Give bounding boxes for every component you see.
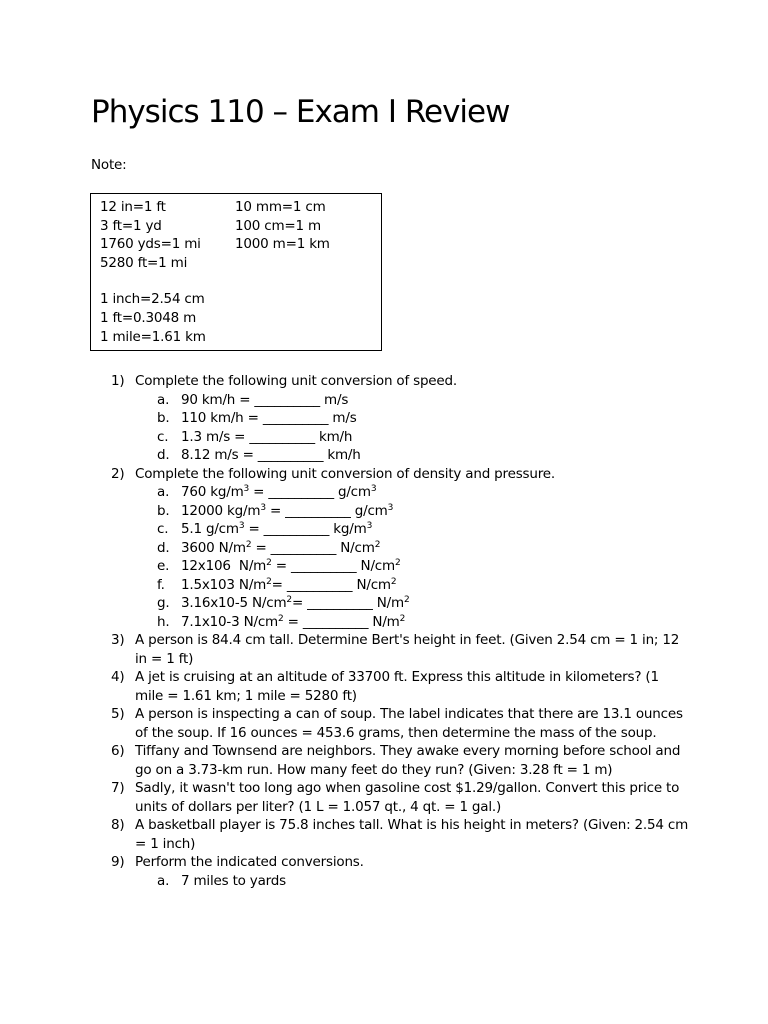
note-label: Note: bbox=[91, 157, 127, 173]
question-number: 7) bbox=[111, 780, 125, 796]
question-item bbox=[111, 742, 691, 779]
question-item bbox=[111, 465, 691, 484]
question-item bbox=[111, 631, 691, 668]
conversion-line: 1 mile=1.61 km bbox=[100, 329, 206, 345]
conversion-factors-box bbox=[90, 193, 382, 351]
sub-question-letter: b. bbox=[157, 410, 170, 426]
question-text: A person is 84.4 cm tall. Determine Bert's height in feet. (Given 2.54 cm = 1 in; 12 in = 1 ft) bbox=[135, 632, 680, 667]
sub-question-text: 1.5x103 $N/m^2=$ __________ $N/cm^2$ bbox=[181, 576, 397, 593]
sub-question-text: 1.3 m/s = __________ km/h bbox=[181, 428, 353, 445]
sub-question-text: 7 miles to yards bbox=[181, 872, 286, 889]
question-list bbox=[111, 372, 691, 890]
sub-question-letter: c. bbox=[157, 521, 169, 537]
sub-question bbox=[111, 446, 691, 465]
question-item bbox=[111, 779, 691, 816]
sub-question bbox=[111, 520, 691, 539]
sub-question bbox=[111, 594, 691, 613]
question-item bbox=[111, 705, 691, 742]
question-text: A jet is cruising at an altitude of 33700 ft. Express this altitude in kilometers? (1 mile = 1.61 km; 1 mile = 5280 ft) bbox=[135, 669, 659, 704]
sub-question-letter: d. bbox=[157, 447, 170, 463]
sub-question bbox=[111, 428, 691, 447]
sub-question-text: 760 $kg/m^3$ = __________ $g/cm^3$ bbox=[181, 484, 377, 500]
question-number: 4) bbox=[111, 669, 125, 685]
sub-question-text: 90 km/h = __________ m/s bbox=[181, 391, 349, 408]
sub-question bbox=[111, 539, 691, 558]
question-number: 6) bbox=[111, 743, 125, 759]
question-number: 8) bbox=[111, 817, 125, 833]
conversion-line: 100 cm=1 m bbox=[235, 217, 321, 234]
sub-question-letter: a. bbox=[157, 484, 170, 500]
sub-question bbox=[111, 483, 691, 502]
question-text: Complete the following unit conversion of speed. bbox=[135, 373, 457, 389]
question-number: 9) bbox=[111, 854, 125, 870]
question-number: 2) bbox=[111, 465, 125, 482]
sub-question-text: 12000 $kg/m^3$ = __________ $g/cm^3$ bbox=[181, 502, 394, 519]
sub-question-text: 5.1 $g/cm^3$ = __________ $kg/m^3$ bbox=[181, 521, 373, 537]
sub-question-text: 8.12 m/s = __________ km/h bbox=[181, 447, 361, 463]
sub-question-text: 12x106 $N/m^2$ = __________ $N/cm^2$ bbox=[181, 558, 401, 574]
question-item bbox=[111, 816, 691, 853]
sub-question-letter: a. bbox=[157, 872, 170, 889]
sub-question-letter: d. bbox=[157, 539, 170, 556]
conversion-line: 5280 ft=1 mi bbox=[100, 254, 188, 271]
sub-question bbox=[111, 613, 691, 632]
sub-question bbox=[111, 557, 691, 576]
sub-question-text: 3.16x10-5 $N/cm^2=$ __________ $N/m^2$ bbox=[181, 595, 410, 611]
sub-question-letter: a. bbox=[157, 391, 170, 408]
question-text: Tiffany and Townsend are neighbors. They awake every morning before school and go on a 3.73-km run. How many feet do they run? (Given: 3.28 ft = 1 m) bbox=[135, 743, 681, 778]
conversion-line: 10 mm=1 cm bbox=[235, 199, 326, 215]
sub-question-text: 7.1x10-3 $N/cm^2$ = __________ $N/m^2$ bbox=[181, 613, 406, 630]
sub-question-letter: h. bbox=[157, 613, 170, 630]
conversion-line: 1 inch=2.54 cm bbox=[100, 291, 205, 307]
question-item bbox=[111, 853, 691, 872]
question-text: A basketball player is 75.8 inches tall. What is his height in meters? (Given: 2.54 cm = 1 inch) bbox=[135, 817, 689, 852]
question-number: 1) bbox=[111, 373, 125, 389]
sub-question bbox=[111, 409, 691, 428]
question-number: 5) bbox=[111, 706, 125, 722]
question-number: 3) bbox=[111, 632, 125, 648]
sub-question-letter: b. bbox=[157, 502, 170, 519]
sub-question-letter: g. bbox=[157, 595, 170, 611]
conversion-line: 1760 yds=1 mi bbox=[100, 236, 201, 252]
question-text: Sadly, it wasn't too long ago when gasoline cost $1.29/gallon. Convert this price to units of dollars per liter? (1 L = 1.057 qt., 4 qt. = 1 gal.) bbox=[135, 780, 680, 815]
conversion-line: 12 in=1 ft bbox=[100, 199, 166, 215]
conversion-line: 1000 m=1 km bbox=[235, 236, 330, 252]
question-text: Complete the following unit conversion of density and pressure. bbox=[135, 465, 555, 482]
sub-question bbox=[111, 576, 691, 595]
sub-question-letter: f. bbox=[157, 576, 165, 593]
sub-question bbox=[111, 391, 691, 410]
question-text: A person is inspecting a can of soup. The label indicates that there are 13.1 ounces of the soup. If 16 ounces = 453.6 grams, then determine the mass of the soup. bbox=[135, 706, 683, 741]
sub-question-text: 3600 $N/m^2$ = __________ $N/cm^2$ bbox=[181, 539, 381, 556]
question-item bbox=[111, 668, 691, 705]
question-item bbox=[111, 372, 691, 391]
page-title: Physics 110 – Exam I Review bbox=[91, 94, 510, 130]
question-text: Perform the indicated conversions. bbox=[135, 854, 364, 870]
sub-question bbox=[111, 502, 691, 521]
sub-question-text: 110 km/h = __________ m/s bbox=[181, 410, 357, 426]
sub-question-letter: e. bbox=[157, 558, 170, 574]
sub-question-letter: c. bbox=[157, 428, 169, 445]
conversion-line: 3 ft=1 yd bbox=[100, 217, 162, 234]
conversion-line: 1 ft=0.3048 m bbox=[100, 310, 197, 326]
sub-question bbox=[111, 872, 691, 891]
